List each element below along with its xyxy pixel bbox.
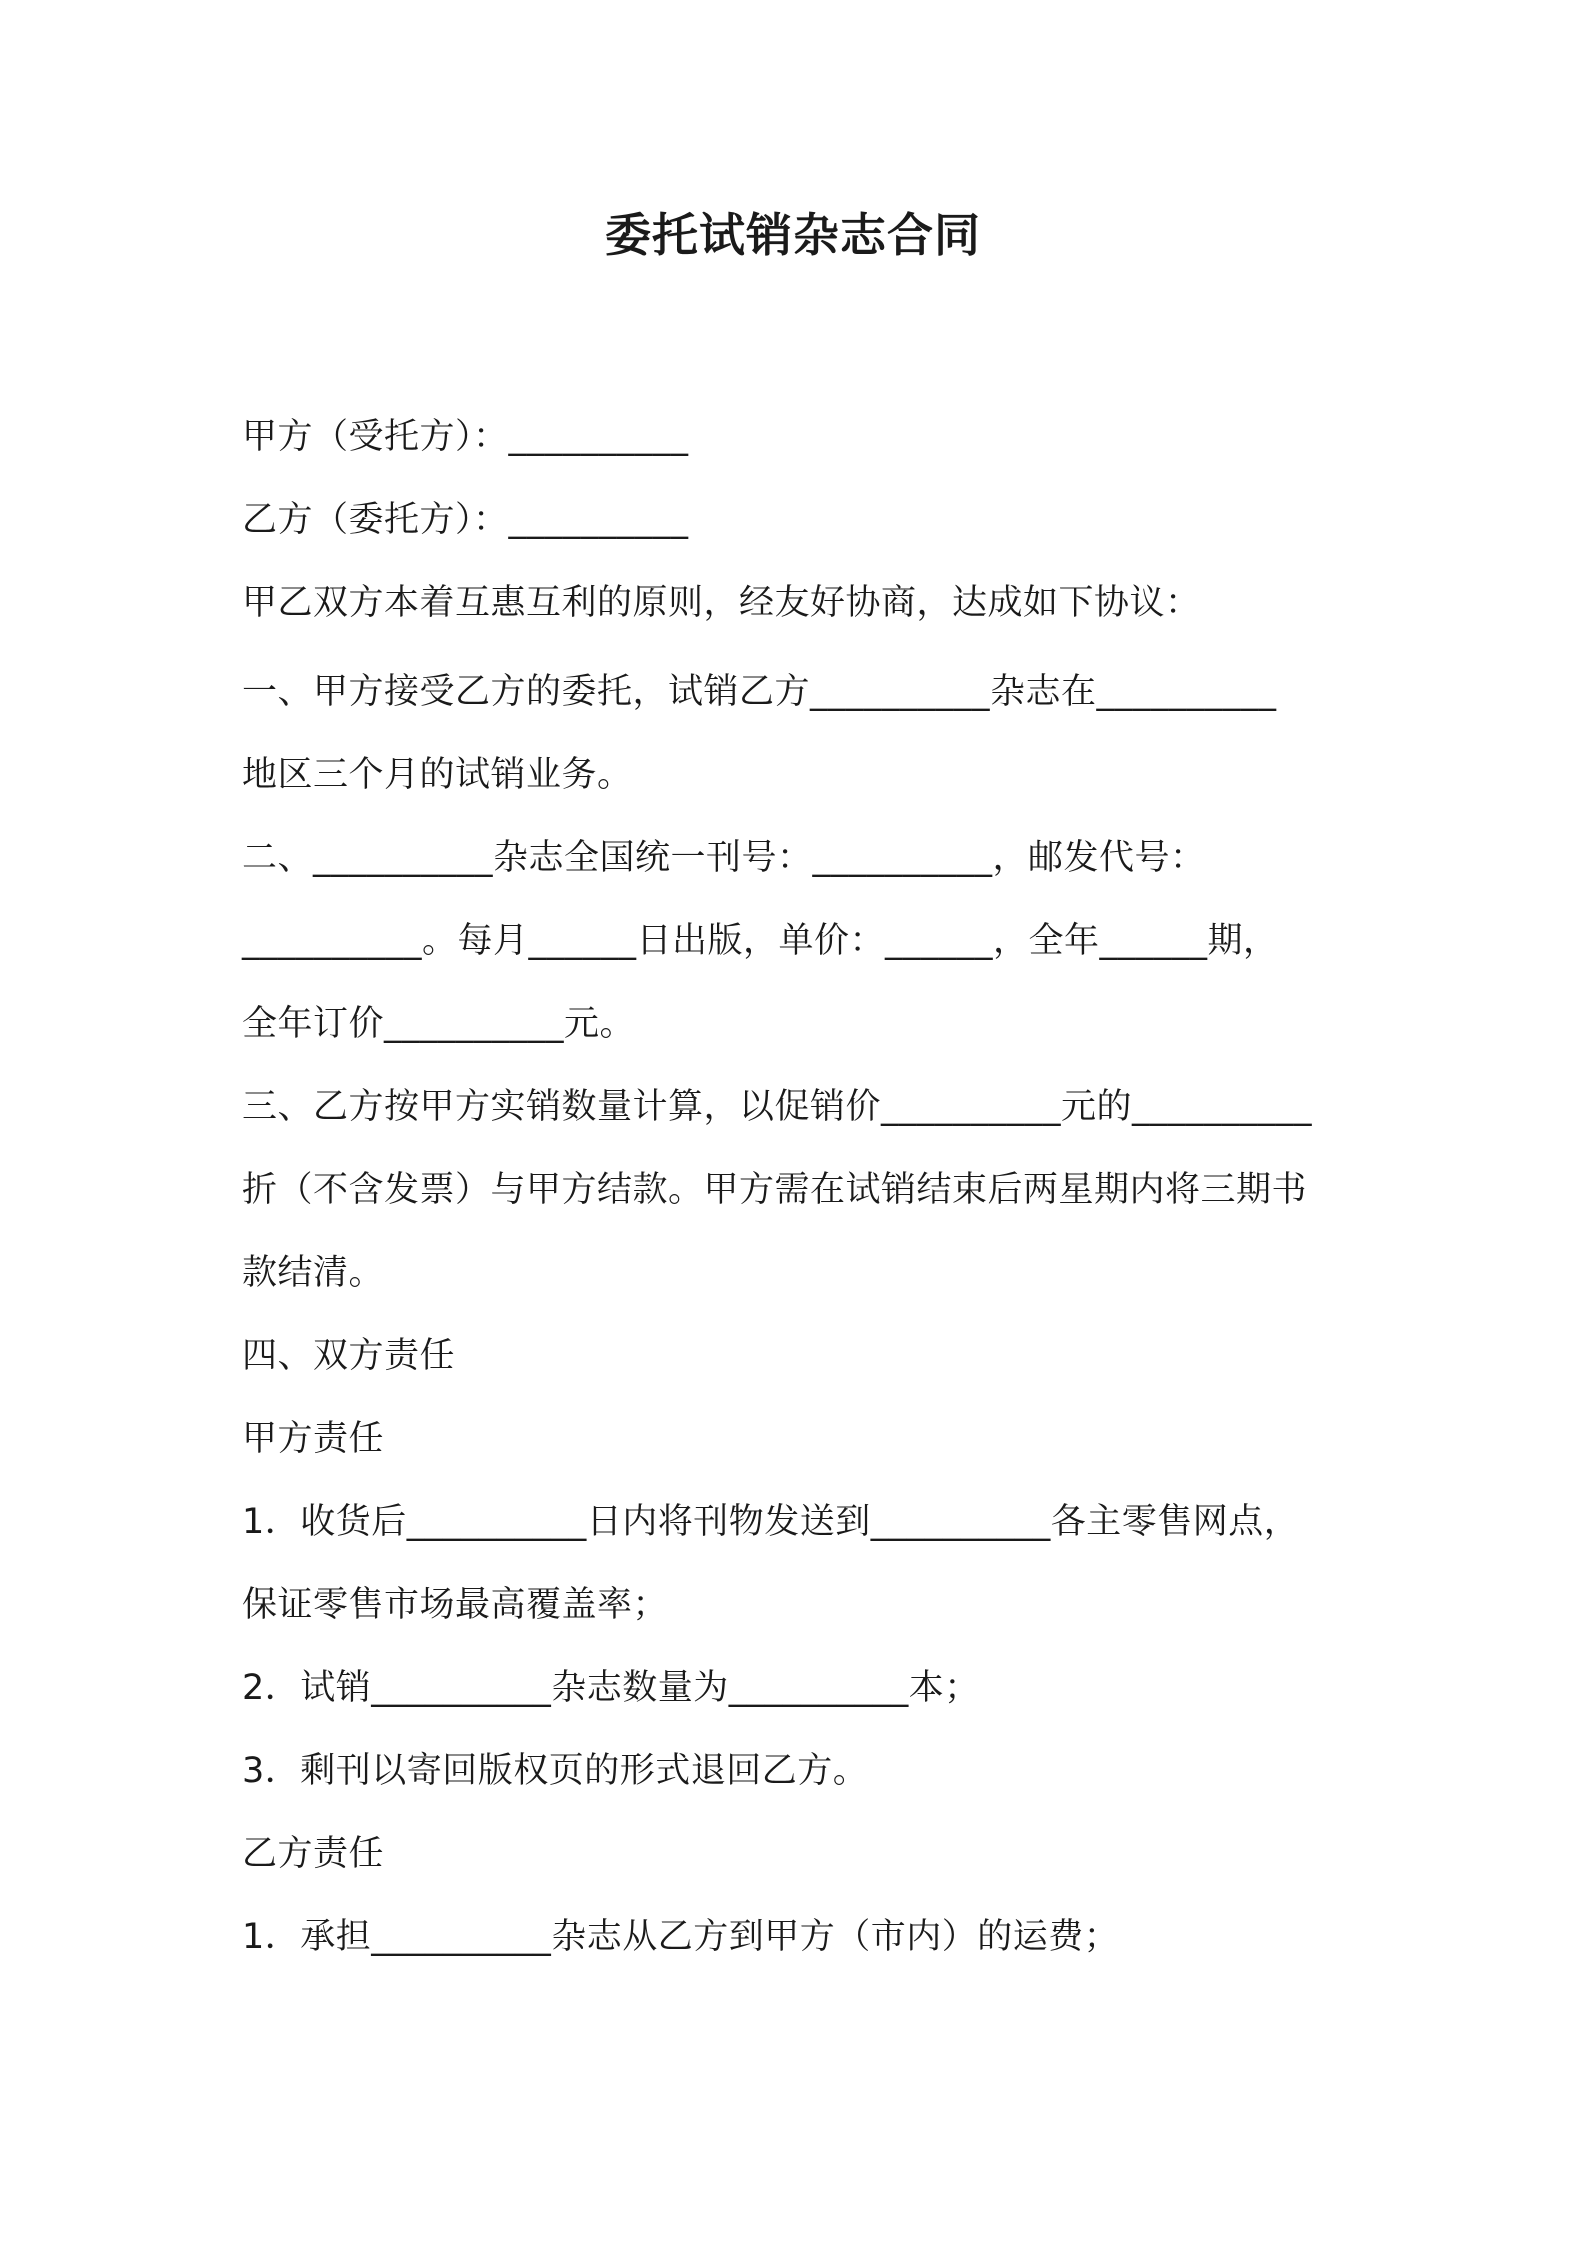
party-a-duty-3: 3．剩刊以寄回版权页的形式退回乙方。 xyxy=(242,1751,869,1791)
clause-4-heading: 四、双方责任 xyxy=(242,1336,456,1376)
clause-3-line-3: 款结清。 xyxy=(242,1253,385,1293)
document-title: 委托试销杂志合同 xyxy=(605,208,981,262)
party-b-duty-1: 1．承担__________杂志从乙方到甲方（市内）的运费； xyxy=(242,1917,1120,1957)
clause-1-line-2: 地区三个月的试销业务。 xyxy=(242,755,633,795)
party-a-duty-1-line-1: 1．收货后__________日内将刊物发送到__________各主零售网点， xyxy=(242,1502,1300,1542)
clause-2-line-2: __________。每月______日出版，单价：______，全年______期， xyxy=(242,921,1279,961)
clause-3-line-1: 三、乙方按甲方实销数量计算，以促销价__________元的__________ xyxy=(242,1087,1313,1127)
clause-1-line-1: 一、甲方接受乙方的委托，试销乙方__________杂志在__________ xyxy=(242,672,1277,712)
clause-3-line-2: 折（不含发票）与甲方结款。甲方需在试销结束后两星期内将三期书 xyxy=(242,1170,1308,1210)
party-a-duty-2: 2．试销__________杂志数量为__________本； xyxy=(242,1668,980,1708)
clause-2-line-1: 二、__________杂志全国统一刊号：__________，邮发代号： xyxy=(242,838,1206,878)
party-a-duties-heading: 甲方责任 xyxy=(242,1419,385,1459)
preamble-line: 甲乙双方本着互惠互利的原则，经友好协商，达成如下协议： xyxy=(242,583,1201,623)
clause-2-line-3: 全年订价__________元。 xyxy=(242,1004,636,1044)
party-a-duty-1-line-2: 保证零售市场最高覆盖率； xyxy=(242,1585,669,1625)
party-b-duties-heading: 乙方责任 xyxy=(242,1834,385,1874)
party-a-line: 甲方（受托方）：__________ xyxy=(242,417,689,457)
party-b-line: 乙方（委托方）：__________ xyxy=(242,500,689,540)
